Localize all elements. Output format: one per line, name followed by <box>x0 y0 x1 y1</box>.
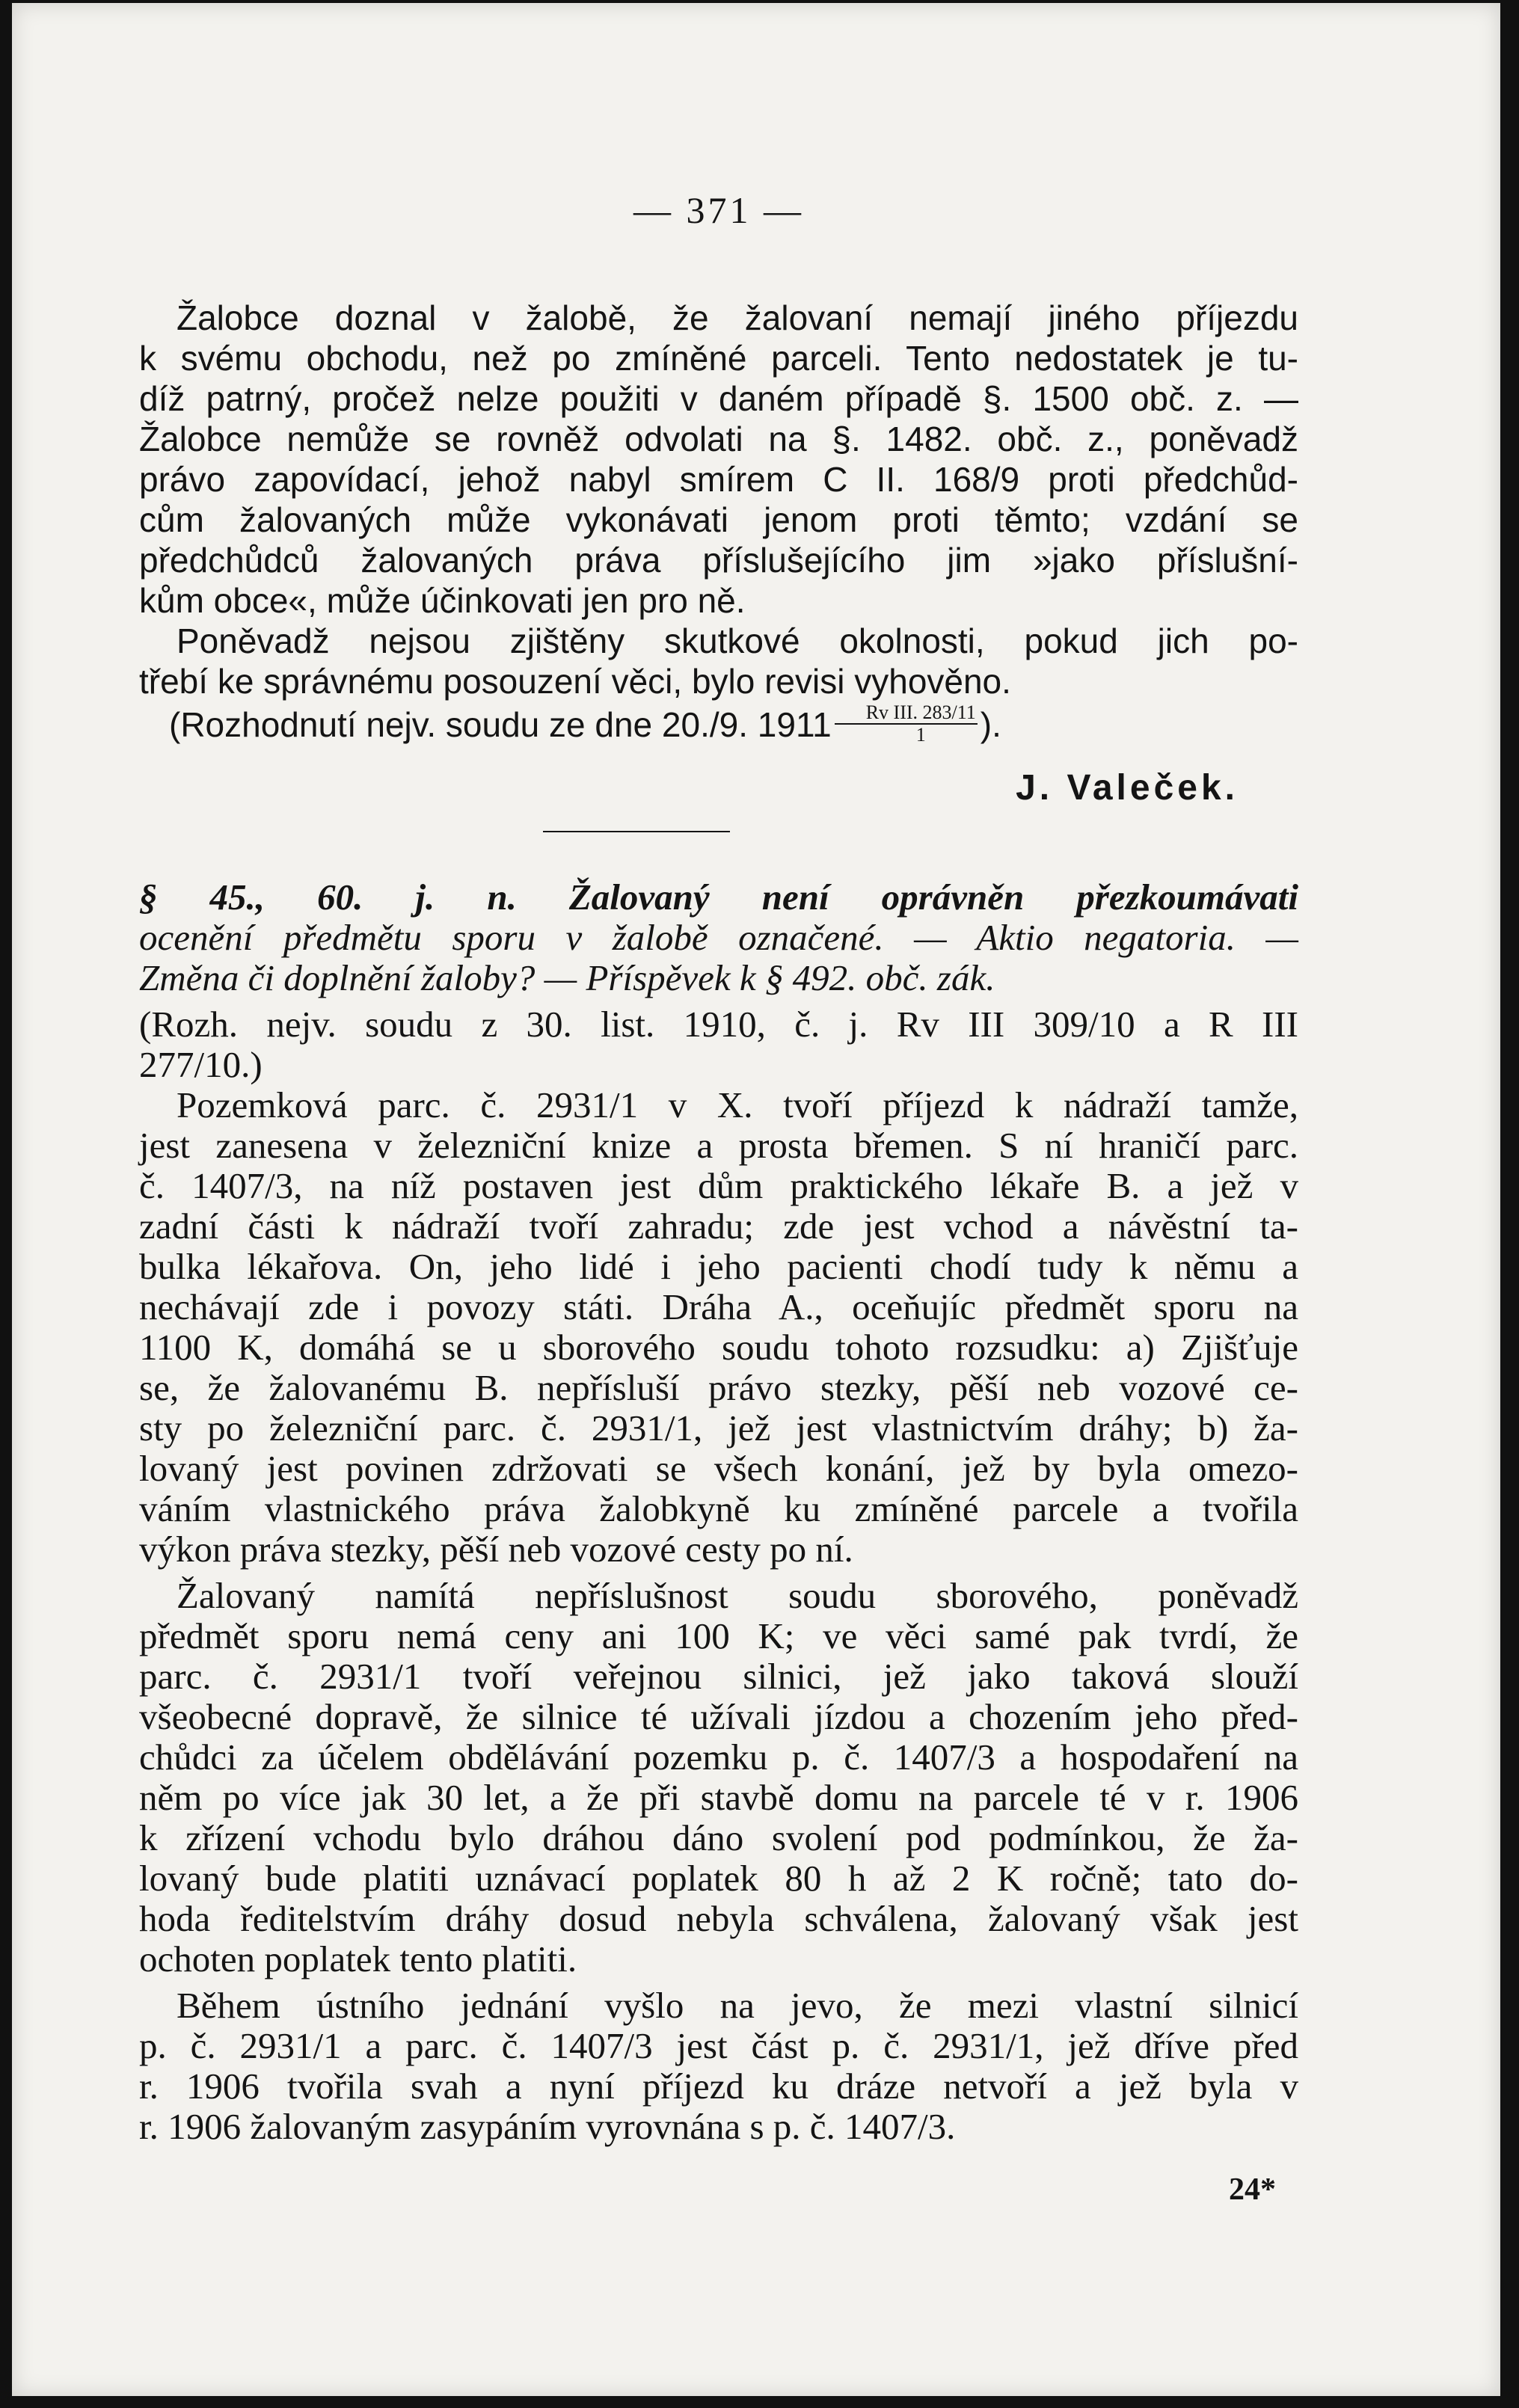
text-line: k svému obchodu, než po zmíněné parceli. Tento nedostatek je tu- <box>139 339 1298 378</box>
text-line: cům žalovaných může vykonávati jenom proti těmto; vzdání se <box>139 500 1298 539</box>
text-line: 1100 K, domáhá se u sborového soudu tohoto rozsudku: a) Zjišťuje <box>139 1326 1298 1368</box>
text-line: kům obce«, může účinkovati jen pro ně. <box>139 581 746 620</box>
text-line: předchůdců žalovaných práva příslušejícího jim »jako příslušní- <box>139 541 1298 580</box>
case-number-fraction <box>835 702 978 746</box>
citation-line: 277/10.) <box>139 1043 263 1085</box>
case1-text <box>139 298 1298 808</box>
citation-line: (Rozh. nejv. soudu z 30. list. 1910, č. j. Rv III 309/10 a R III <box>139 1003 1298 1045</box>
text-line: r. 1906 tvořila svah a nyní příjezd ku dráze netvoří a jež byla v <box>139 2065 1298 2107</box>
page-content <box>139 190 1298 2147</box>
page-number: — 371 — <box>633 189 804 231</box>
text-line: bulka lékařova. On, jeho lidé i jeho pacienti chodí tudy k němu a <box>139 1245 1298 1287</box>
text-line: výkon práva stezky, pěší neb vozové cesty po ní. <box>139 1528 853 1570</box>
text-line: právo zapovídací, jehož nabyl smírem C II. 168/9 proti předchůd- <box>139 460 1298 499</box>
text-line: hoda ředitelstvím dráhy dosud nebyla schválena, žalovaný však jest <box>139 1897 1298 1939</box>
text-line: Žalobce nemůže se rovněž odvolati na §. 1482. obč. z., poněvadž <box>139 420 1298 458</box>
text-line: lovaný jest povinen zdržovati se všech konání, jež by byla omezo- <box>139 1447 1298 1489</box>
text-line: sty po železniční parc. č. 2931/1, jež jest vlastnictvím dráhy; b) ža- <box>139 1407 1298 1449</box>
text-line: č. 1407/3, na níž postaven jest dům praktického lékaře B. a jež v <box>139 1164 1298 1206</box>
text-line: Poněvadž nejsou zjištěny skutkové okolnosti, pokud jich po- <box>177 621 1298 660</box>
author-signature: J. Valeček. <box>1016 767 1239 808</box>
text-line: Pozemková parc. č. 2931/1 v X. tvoří příjezd k nádraží tamže, <box>177 1084 1298 1125</box>
headnote-line: ocenění předmětu sporu v žalobě označené. — Aktio negatoria. — <box>139 916 1298 958</box>
case2-citation <box>139 1004 1298 1085</box>
text-line: p. č. 2931/1 a parc. č. 1407/3 jest část p. č. 2931/1, jež dříve před <box>139 2024 1298 2066</box>
text-line: Během ústního jednání vyšlo na jevo, že mezi vlastní silnicí <box>177 1984 1298 2026</box>
text-line: chůdci za účelem obdělávání pozemku p. č. 1407/3 a hospodaření na <box>139 1736 1298 1778</box>
text-line: lovaný bude platiti uznávací poplatek 80 h až 2 K ročně; tato do- <box>139 1857 1298 1899</box>
fraction-denominator: 1 <box>915 723 926 746</box>
headnote-line: § 45., 60. j. n. Žalovaný není oprávněn přezkoumávati <box>139 876 1298 918</box>
section-divider <box>543 831 730 832</box>
decision-citation <box>139 701 1298 746</box>
text-line: něm po více jak 30 let, a že při stavbě domu na parcele té v r. 1906 <box>139 1776 1298 1818</box>
text-line: díž patrný, pročež nelze použiti v daném případě §. 1500 obč. z. — <box>139 379 1298 418</box>
decision-prefix: (Rozhodnutí nejv. soudu ze dne 20./9. 1911 <box>169 705 832 744</box>
headnote-line: Změna či doplnění žaloby? — Příspěvek k § 492. obč. zák. <box>139 956 995 998</box>
case2-headnote <box>139 877 1298 998</box>
decision-suffix: ). <box>980 705 1001 744</box>
fraction-numerator: Rv III. 283/11 <box>835 702 978 725</box>
text-line: váním vlastnického práva žalobkyně ku zmíněné parcele a tvořila <box>139 1487 1298 1529</box>
text-line: Žalovaný namítá nepříslušnost soudu sborového, poněvadž <box>177 1574 1298 1616</box>
text-line: třebí ke správnému posouzení věci, bylo revisi vyhověno. <box>139 662 1011 701</box>
text-line: r. 1906 žalovaným zasypáním vyrovnána s p. č. 1407/3. <box>139 2105 956 2147</box>
text-line: Žalobce doznal v žalobě, že žalovaní nemají jiného příjezdu <box>177 298 1298 337</box>
text-line: zadní části k nádraží tvoří zahradu; zde jest vchod a návěstní ta- <box>139 1205 1298 1247</box>
text-line: se, že žalovanému B. nepřísluší právo stezky, pěší neb vozové ce- <box>139 1366 1298 1408</box>
text-line: k zřízení vchodu bylo dráhou dáno svolení pod podmínkou, že ža- <box>139 1816 1298 1858</box>
text-line: parc. č. 2931/1 tvoří veřejnou silnici, jež jako taková slouží <box>139 1655 1298 1697</box>
text-line: všeobecné dopravě, že silnice té užívali jízdou a chozením jeho před- <box>139 1695 1298 1737</box>
text-line: ochoten poplatek tento platiti. <box>139 1938 577 1979</box>
text-line: předmět sporu nemá ceny ani 100 K; ve věci samé pak tvrdí, že <box>139 1615 1298 1656</box>
text-line: jest zanesena v železniční knize a prosta břemen. S ní hraničí parc. <box>139 1124 1298 1166</box>
case2-paragraph-2 <box>139 1576 1298 1979</box>
case2-paragraph-1 <box>139 1085 1298 1570</box>
printer-signature-mark: 24* <box>1229 2172 1276 2207</box>
text-line: nechávají zde i povozy státi. Dráha A., oceňujíc předmět sporu na <box>139 1286 1298 1327</box>
book-page <box>12 3 1500 2396</box>
case2-paragraph-3 <box>139 1985 1298 2147</box>
